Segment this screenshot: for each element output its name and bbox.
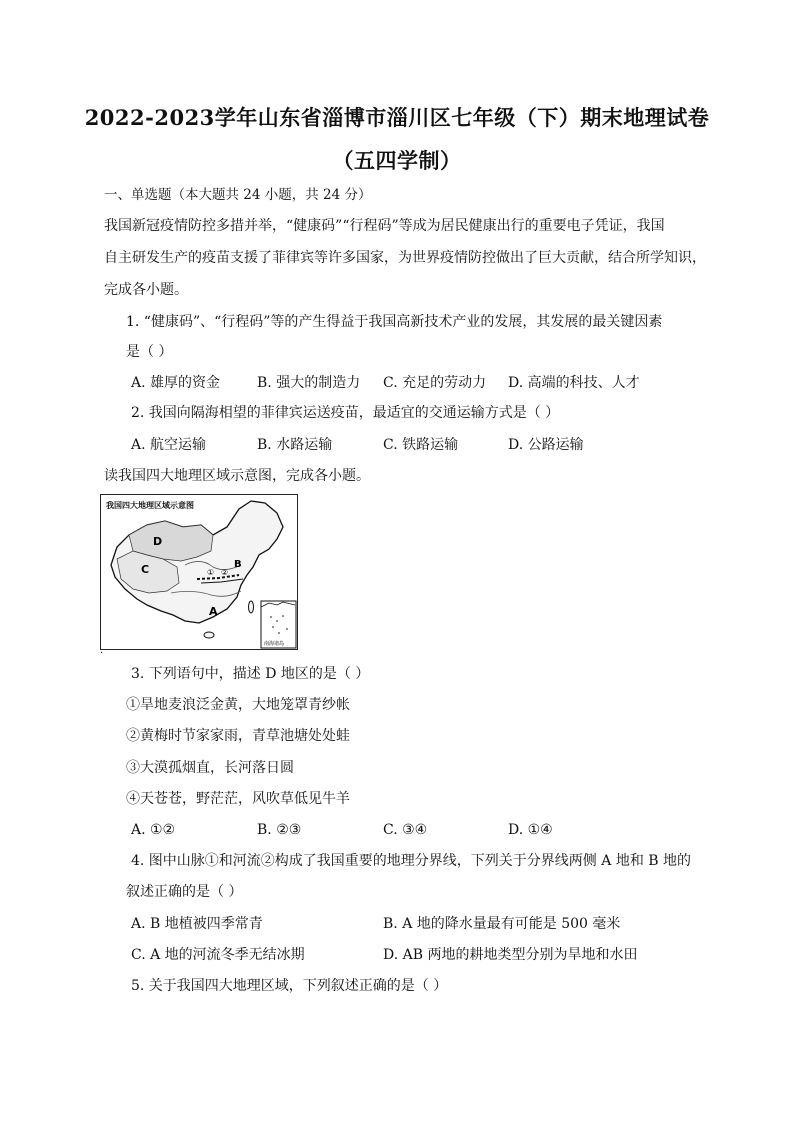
exam-title: 2022-2023学年山东省淄博市淄川区七年级（下）期末地理试卷 (84, 105, 710, 130)
q1-stem-line-1: 1. “健康码”、“行程码”等的产生得益于我国高新技术产业的发展，其发展的最关键因素 (126, 314, 663, 330)
island-dot (282, 615, 284, 617)
island-dot (272, 626, 274, 628)
q2-option-d: D. 公路运输 (508, 437, 584, 453)
inset-label: 南海诸岛 (264, 641, 285, 647)
q4-option-b: B. A 地的降水量最有可能是 500 毫米 (383, 916, 621, 932)
q3-item-4: ④天苍苍，野茫茫，风吹草低见牛羊 (126, 791, 350, 807)
intro-1-line-1: 我国新冠疫情防控多措并举，“健康码”“行程码”等成为居民健康出行的重要电子凭证，我国 (104, 218, 665, 234)
q4-option-a: A. B 地植被四季常青 (131, 916, 263, 932)
q5-stem: 5. 关于我国四大地理区域，下列叙述正确的是（ ） (131, 978, 448, 994)
stray-dot: · (100, 648, 104, 659)
q1-option-c: C. 充足的劳动力 (383, 375, 487, 391)
river-marker: ② (221, 568, 229, 577)
island-dot (276, 620, 278, 622)
china-regions-map (100, 494, 298, 650)
region-label-b: B (234, 559, 242, 570)
taiwan-island (249, 601, 254, 613)
q2-stem: 2. 我国向隔海相望的菲律宾运送疫苗，最适宜的交通运输方式是（ ） (131, 405, 560, 421)
section-heading: 一、单选题（本大题共 24 小题，共 24 分） (104, 187, 372, 203)
island-dot (270, 616, 272, 618)
region-label-d: D (153, 535, 163, 548)
q1-option-a: A. 雄厚的资金 (131, 375, 221, 391)
q4-stem-line-1: 4. 图中山脉①和河流②构成了我国重要的地理分界线，下列关于分界线两侧 A 地和 B 地的 (131, 853, 692, 869)
q3-option-b: B. ②③ (257, 822, 302, 838)
exam-subtitle: （五四学制） (332, 148, 462, 173)
q3-item-2: ②黄梅时节家家雨，青草池塘处处蛙 (126, 728, 350, 744)
q3-item-1: ①旱地麦浪泛金黄，大地笼罩青纱帐 (126, 697, 350, 713)
q3-item-3: ③大漠孤烟直，长河落日圆 (126, 760, 294, 776)
intro-2: 读我国四大地理区域示意图，完成各小题。 (104, 468, 370, 484)
q1-stem-line-2: 是（ ） (126, 344, 173, 360)
intro-1-line-3: 完成各小题。 (104, 282, 188, 298)
region-label-a: A (209, 605, 218, 618)
q4-option-d: D. AB 两地的耕地类型分别为旱地和水田 (383, 947, 638, 963)
q3-option-a: A. ①② (131, 822, 176, 838)
island-dot (278, 632, 280, 634)
region-label-c: C (141, 563, 150, 576)
island-dot (286, 628, 288, 630)
map-drawing (101, 495, 297, 649)
mountain-marker: ① (207, 568, 215, 577)
q1-option-d: D. 高端的科技、人才 (508, 375, 640, 391)
q3-option-d: D. ①④ (508, 822, 553, 838)
q4-option-c: C. A 地的河流冬季无结冰期 (131, 947, 305, 963)
q1-option-b: B. 强大的制造力 (257, 375, 361, 391)
q4-stem-line-2: 叙述正确的是（ ） (126, 884, 243, 900)
q2-option-b: B. 水路运输 (257, 437, 333, 453)
intro-1-line-2: 自主研发生产的疫苗支援了菲律宾等许多国家，为世界疫情防控做出了巨大贡献，结合所学知识， (104, 250, 706, 266)
q3-stem: 3. 下列语句中，描述 D 地区的是（ ） (131, 666, 370, 682)
q3-option-c: C. ③④ (383, 822, 428, 838)
q2-option-c: C. 铁路运输 (383, 437, 459, 453)
hainan-island (204, 632, 214, 638)
map-title: 我国四大地理区域示意图 (106, 501, 194, 510)
q2-option-a: A. 航空运输 (131, 437, 207, 453)
